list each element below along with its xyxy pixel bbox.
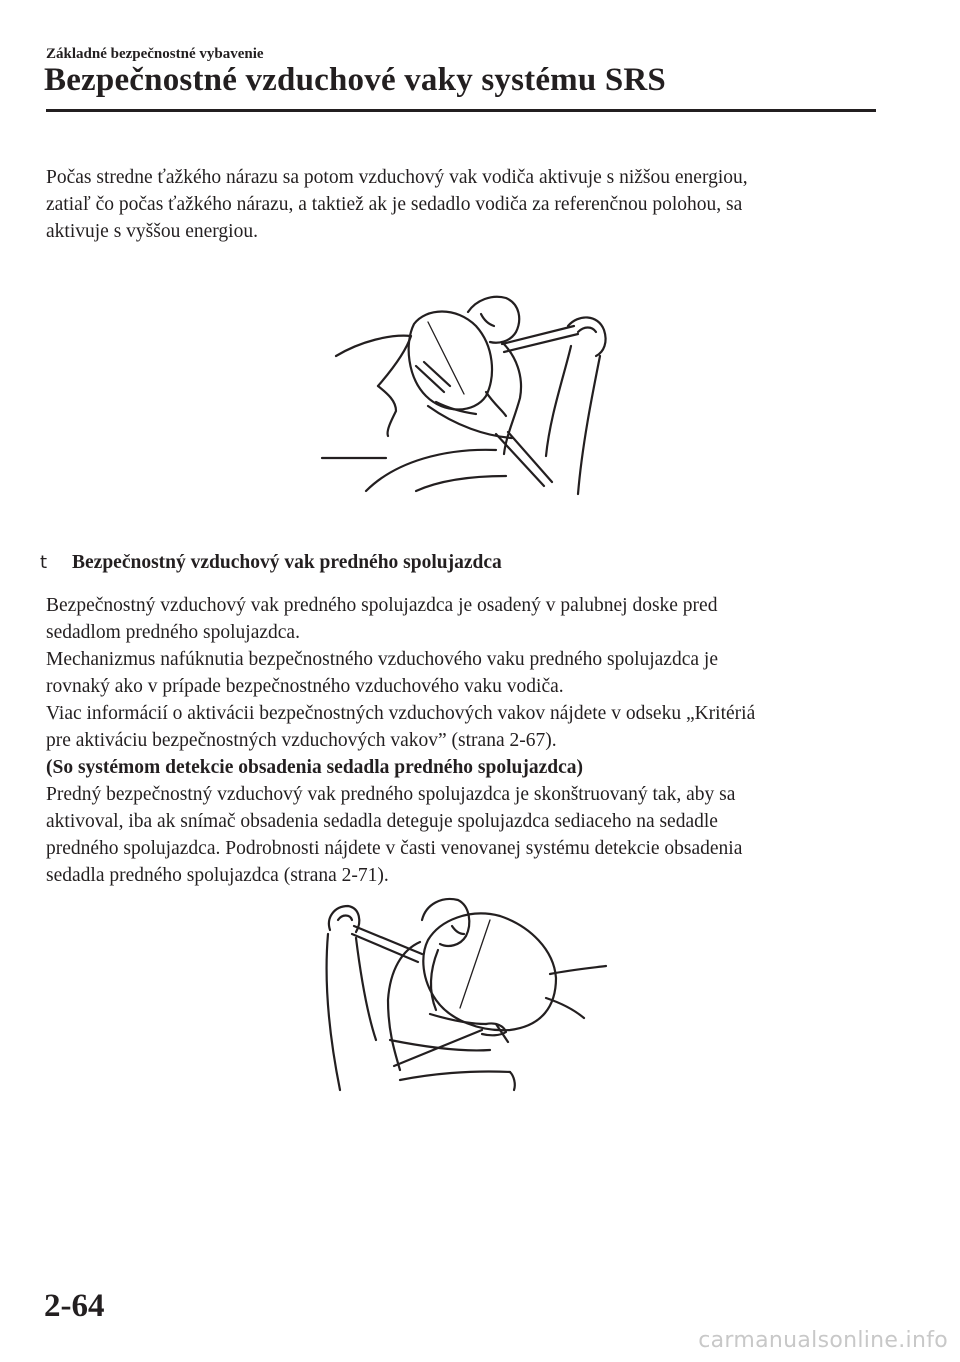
- passenger-paragraph: [46, 592, 886, 889]
- passenger-line: Mechanizmus nafúknutia bezpečnostného vzduchového vaku predného spolujazdca je: [46, 649, 718, 670]
- intro-line: Počas stredne ťažkého nárazu sa potom vzduchový vak vodiča aktivuje s nižšou energiou,: [46, 167, 748, 188]
- bold-note: (So systémom detekcie obsadenia sedadla predného spolujazdca): [46, 757, 584, 778]
- detection-line: aktivoval, iba ak snímač obsadenia sedadla deteguje spolujazdca sediaceho na sedadle: [46, 811, 718, 832]
- title-divider: [46, 109, 876, 112]
- detection-line: predného spolujazdca. Podrobnosti nájdete v časti venovanej systému detekcie obsadenia: [46, 838, 743, 859]
- passenger-airbag-illustration: [310, 890, 610, 1094]
- passenger-line: sedadlom predného spolujazdca.: [46, 622, 300, 643]
- subheading: [40, 552, 502, 574]
- watermark: carmanualsonline.info: [698, 1328, 948, 1353]
- section-label: Základné bezpečnostné vybavenie: [46, 46, 264, 62]
- detection-line: sedadla predného spolujazdca (strana 2-71).: [46, 865, 389, 886]
- intro-line: zatiaľ čo počas ťažkého nárazu, a taktiež ak je sedadlo vodiča za referenčnou polohou, sa: [46, 194, 743, 215]
- passenger-line: Bezpečnostný vzduchový vak predného spolujazdca je osadený v palubnej doske pred: [46, 595, 718, 616]
- driver-airbag-figure: [316, 286, 616, 500]
- detection-line: Predný bezpečnostný vzduchový vak predného spolujazdca je skonštruovaný tak, aby sa: [46, 784, 736, 805]
- subheading-text: Bezpečnostný vzduchový vak predného spolujazdca: [72, 552, 502, 573]
- driver-airbag-illustration: [316, 286, 616, 500]
- passenger-airbag-figure: [310, 890, 610, 1094]
- passenger-line: pre aktiváciu bezpečnostných vzduchových vakov” (strana 2-67).: [46, 730, 557, 751]
- page-title: Bezpečnostné vzduchové vaky systému SRS: [44, 62, 666, 98]
- passenger-line: Viac informácií o aktivácii bezpečnostných vzduchových vakov nájdete v odseku „Kritériá: [46, 703, 756, 724]
- intro-line: aktivuje s vyššou energiou.: [46, 221, 258, 242]
- passenger-line: rovnaký ako v prípade bezpečnostného vzduchového vaku vodiča.: [46, 676, 564, 697]
- page-number: 2-64: [44, 1288, 105, 1324]
- intro-paragraph: [46, 164, 886, 245]
- bullet-icon: t: [40, 552, 48, 573]
